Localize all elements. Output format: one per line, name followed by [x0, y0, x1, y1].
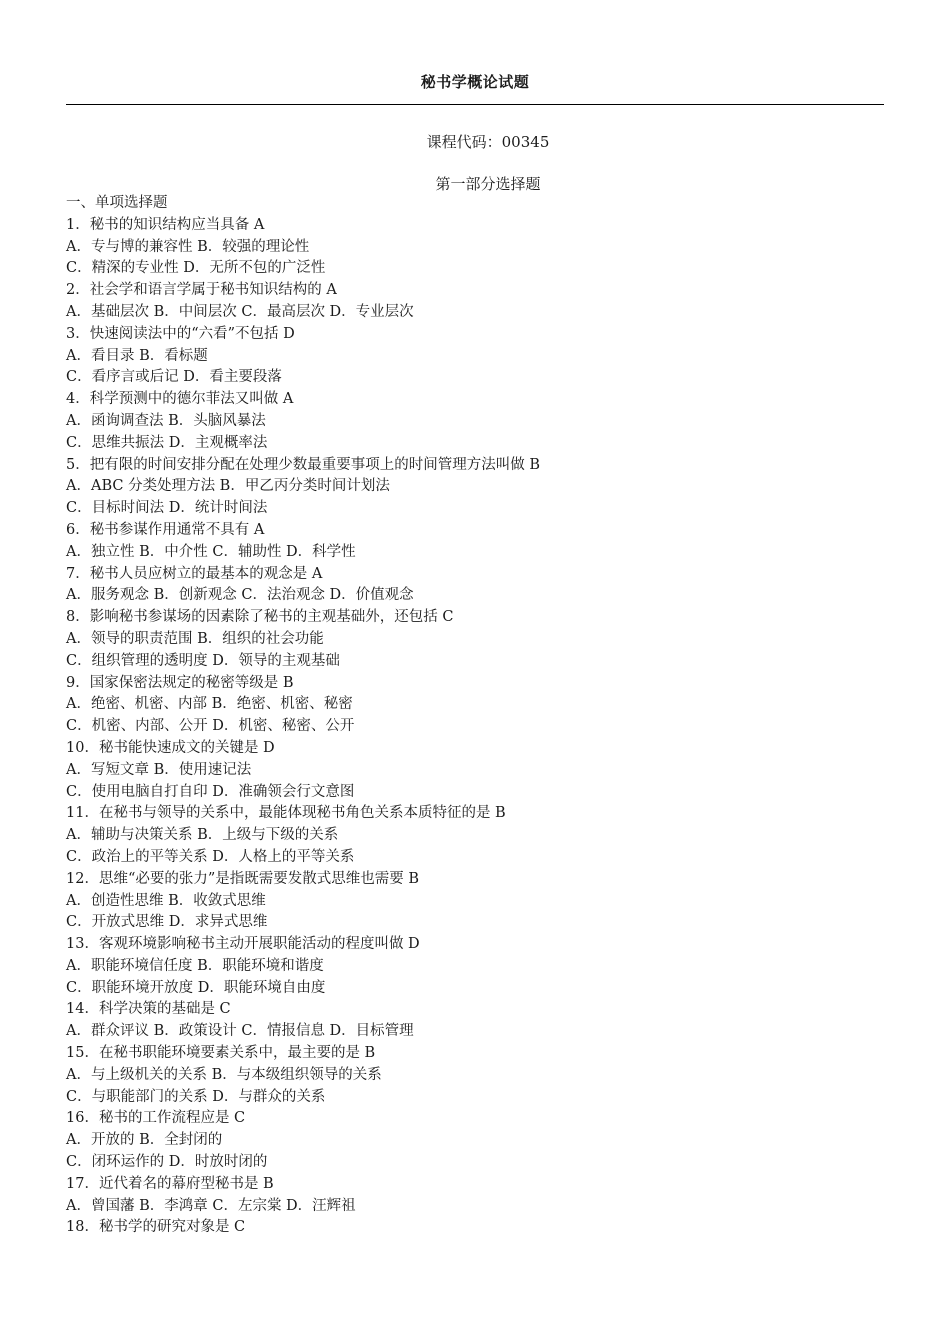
part-heading: 第一部分选择题: [435, 175, 541, 193]
question-line: A．专与博的兼容性 B．较强的理论性: [66, 238, 310, 255]
question-line: A．写短文章 B．使用速记法: [66, 761, 252, 778]
question-line: 11．在秘书与领导的关系中，最能体现秘书角色关系本质特征的是 B: [66, 805, 506, 822]
question-line: A．ABC 分类处理方法 B．甲乙丙分类时间计划法: [66, 478, 390, 495]
question-line: C．政治上的平等关系 D．人格上的平等关系: [66, 848, 355, 865]
question-line: A．基础层次 B．中间层次 C．最高层次 D．专业层次: [66, 303, 414, 320]
question-line: A．曾国藩 B．李鸿章 C．左宗棠 D．汪辉祖: [66, 1197, 356, 1214]
question-line: A．与上级机关的关系 B．与本级组织领导的关系: [66, 1066, 382, 1083]
title-divider: [66, 104, 884, 105]
question-line: C．职能环境开放度 D．职能环境自由度: [66, 979, 326, 996]
question-line: 18．秘书学的研究对象是 C: [66, 1219, 246, 1236]
question-line: 2．社会学和语言学属于秘书知识结构的 A: [66, 282, 337, 299]
question-line: A．看目录 B．看标题: [66, 347, 208, 364]
document-title: 秘书学概论试题: [420, 73, 530, 91]
question-line: C．使用电脑自打自印 D．准确领会行文意图: [66, 783, 355, 800]
question-line: 9．国家保密法规定的秘密等级是 B: [66, 674, 294, 691]
question-line: 1．秘书的知识结构应当具备 A: [66, 216, 265, 233]
question-line: A．服务观念 B．创新观念 C．法治观念 D．价值观念: [66, 587, 414, 604]
question-line: 14．科学决策的基础是 C: [66, 1001, 231, 1018]
question-line: 12．思维“必要的张力”是指既需要发散式思维也需要 B: [66, 870, 420, 887]
question-line: 17．近代着名的幕府型秘书是 B: [66, 1175, 274, 1192]
question-line: 3．快速阅读法中的“六看”不包括 D: [66, 325, 295, 342]
question-line: C．精深的专业性 D．无所不包的广泛性: [66, 260, 326, 277]
question-line: C．思维共振法 D．主观概率法: [66, 434, 268, 451]
question-line: A．创造性思维 B．收敛式思维: [66, 892, 266, 909]
question-line: 4．科学预测中的德尔菲法又叫做 A: [66, 391, 294, 408]
question-line: 15．在秘书职能环境要素关系中，最主要的是 B: [66, 1045, 376, 1062]
question-line: A．开放的 B．全封闭的: [66, 1132, 223, 1149]
question-line: C．看序言或后记 D．看主要段落: [66, 369, 282, 386]
question-line: A．职能环境信任度 B．职能环境和谐度: [66, 957, 324, 974]
section-heading: 一、单项选择题: [66, 195, 168, 211]
question-line: A．函询调查法 B．头脑风暴法: [66, 412, 266, 429]
question-line: A．群众评议 B．政策设计 C．情报信息 D．目标管理: [66, 1023, 414, 1040]
question-line: C．闭环运作的 D．时放时闭的: [66, 1154, 268, 1171]
question-line: 16．秘书的工作流程应是 C: [66, 1110, 246, 1127]
question-line: A．独立性 B．中介性 C．辅助性 D．科学性: [66, 543, 356, 560]
question-line: A．领导的职责范围 B．组织的社会功能: [66, 630, 324, 647]
question-line: 6．秘书参谋作用通常不具有 A: [66, 521, 265, 538]
question-list: [66, 193, 886, 1239]
question-line: C．开放式思维 D．求异式思维: [66, 914, 268, 931]
question-line: A．辅助与决策关系 B．上级与下级的关系: [66, 827, 339, 844]
question-line: 5．把有限的时间安排分配在处理少数最重要事项上的时间管理方法叫做 B: [66, 456, 540, 473]
question-line: C．机密、内部、公开 D．机密、秘密、公开: [66, 718, 355, 735]
question-line: 7．秘书人员应树立的最基本的观念是 A: [66, 565, 323, 582]
question-line: A．绝密、机密、内部 B．绝密、机密、秘密: [66, 696, 353, 713]
question-line: 8．影响秘书参谋场的因素除了秘书的主观基础外，还包括 C: [66, 609, 454, 626]
question-line: C．与职能部门的关系 D．与群众的关系: [66, 1088, 326, 1105]
question-line: C．目标时间法 D．统计时间法: [66, 500, 268, 517]
question-line: 10．秘书能快速成文的关键是 D: [66, 739, 275, 756]
course-code: 课程代码：00345: [426, 133, 550, 151]
question-line: C．组织管理的透明度 D．领导的主观基础: [66, 652, 340, 669]
question-line: 13．客观环境影响秘书主动开展职能活动的程度叫做 D: [66, 936, 420, 953]
